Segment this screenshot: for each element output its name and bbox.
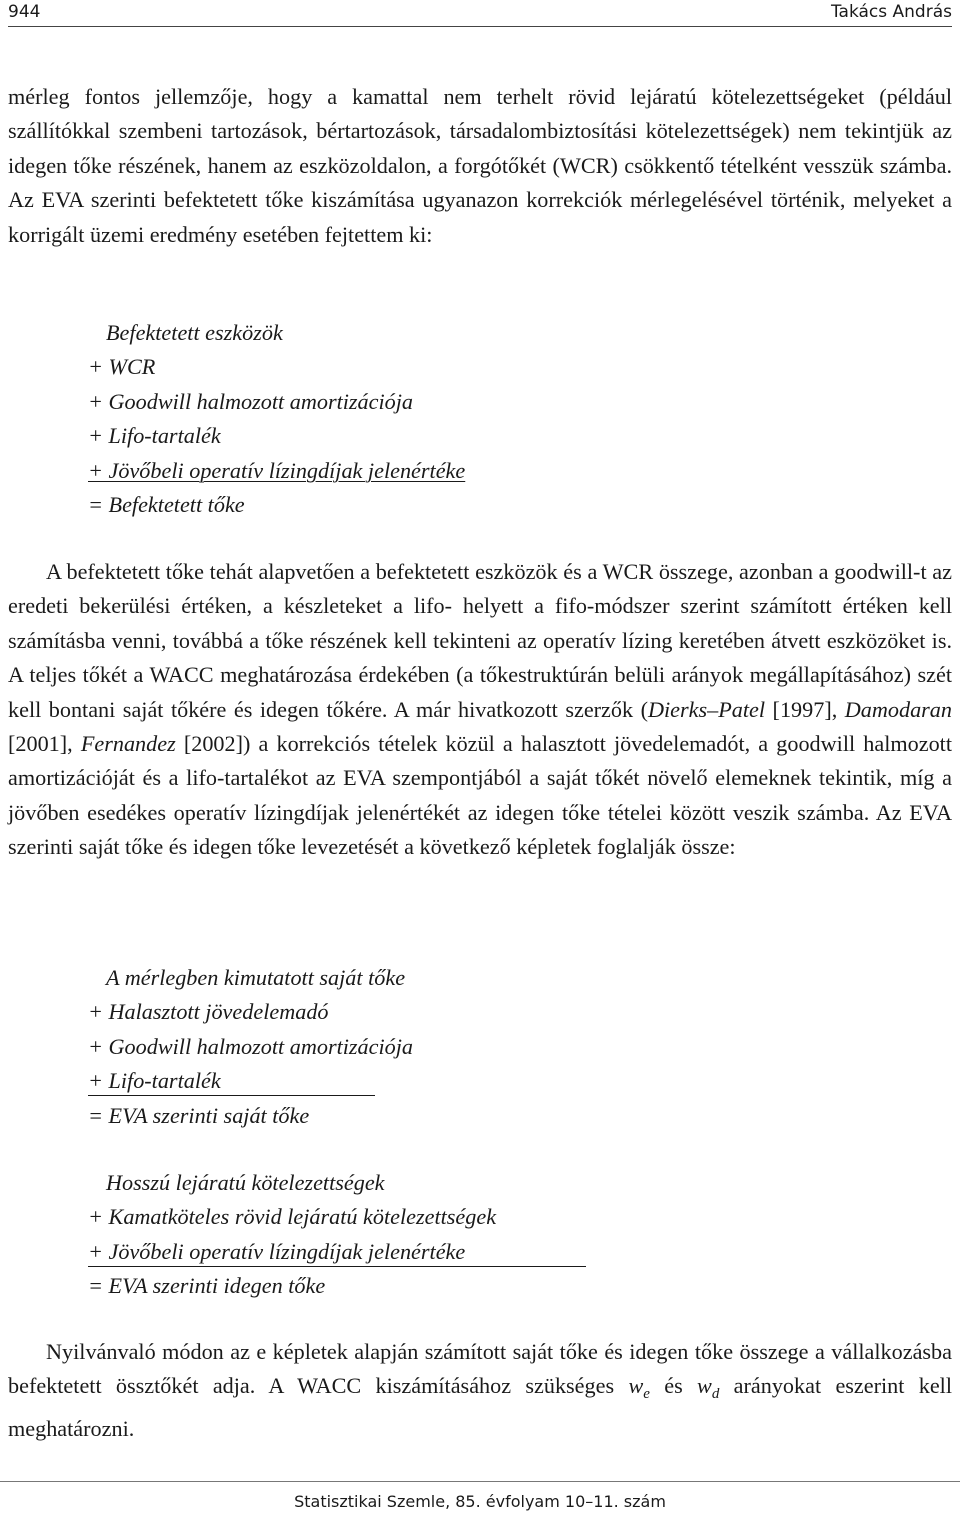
paragraph-3-text: és <box>649 1373 698 1399</box>
journal-citation: Statisztikai Szemle, 85. évfolyam 10–11. szám <box>294 1492 666 1511</box>
formula-eva-debt <box>88 1166 586 1304</box>
page-header <box>8 0 952 27</box>
paragraph-2-text: A befektetett tőke tehát alapvetően a befektetett eszközök és a WCR összege, azonban a goodwill-t az eredeti bekerülési értéken, a készleteket a lifo- helyett a fifo-módszer szerint számított értéken kell számításba venni, továbbá a tőke részének kell tekinteni az operatív lízing keretében átvett eszközöket is. A teljes tőkét a WACC meghatározása érdekében (a tőkestruktúrán belüli arányok megállapításához) szét kell bontani saját tőkére és idegen tőkére. A már hivatkozott szerzők ( <box>8 559 952 722</box>
formula-eva-equity <box>88 961 413 1133</box>
formula-result-line: = Befektetett tőke <box>88 492 245 518</box>
citation-author: Dierks–Patel <box>647 696 766 722</box>
formula-result-line: = EVA szerinti saját tőke <box>88 1102 310 1128</box>
formula-line-text: + Jövőbeli operatív lízingdíjak jelenértéke <box>88 457 466 483</box>
paragraph-3-text: Nyilvánvaló módon az e képletek alapján számított saját tőke és idegen tőke összege a vállalkozásba befektetett össztőkét adja. A WACC kiszámításához szükséges <box>8 1339 952 1399</box>
paragraph-2-text: [2001], <box>8 731 81 757</box>
formula-result-line: = EVA szerinti idegen tőke <box>88 1273 326 1299</box>
formula-line: + Lifo-tartalék <box>88 423 221 449</box>
paragraph-2-text: [2002]) a korrekciós tételek közül a halasztott jövedelemadót, a goodwill halmozott amortizációját és a lifo-tartalékot az EVA szempontjából a saját tőkét növelő elemeknek tekintik, míg a jövőben esedékes operatív lízingdíjak jelenértékét az idegen tőke tételei között veszik számba. Az EVA szerinti saját tőke és idegen tőke levezetését a következő képletek foglalják össze: <box>8 731 952 860</box>
formula-line: Hosszú lejáratú kötelezettségek <box>106 1170 385 1195</box>
formula-line: Befektetett eszközök <box>106 320 283 345</box>
formula-line: + Kamatköteles rövid lejáratú kötelezettségek <box>88 1204 497 1230</box>
symbol-w: w <box>628 1373 644 1399</box>
formula-line: A mérlegben kimutatott saját tőke <box>106 965 406 990</box>
page-number: 944 <box>8 2 41 22</box>
formula-line-text: + Jövőbeli operatív lízingdíjak jelenértéke <box>88 1238 586 1267</box>
running-author: Takács András <box>830 2 952 22</box>
paragraph-3-text: arányokat eszerint kell meghatározni. <box>8 1373 953 1441</box>
paragraph-2-text: [1997], <box>765 696 845 722</box>
formula-line: + WCR <box>88 354 156 380</box>
formula-line-text: + Lifo-tartalék <box>88 1067 375 1096</box>
formula-line-underlined <box>88 1064 413 1098</box>
paragraph-1: mérleg fontos jellemzője, hogy a kamattal nem terhelt rövid lejáratú kötelezettségeket (például szállítókkal szembeni tartozások, bértartozások, társadalombiztosítási kötelezettségek) nem tekintjük az idegen tőke részének, hanem az eszközoldalon, a forgótőkét (WCR) csökkentő tételként vesszük számba. Az EVA szerinti befektetett tőke kiszámítása ugyanazon korrekciók mérlegelésével történik, melyeket a korrigált üzemi eredmény esetében fejtettem ki: <box>8 84 952 247</box>
formula-line-underlined <box>88 1235 586 1269</box>
citation-author: Damodaran <box>844 696 952 722</box>
subscript-d: d <box>711 1386 720 1403</box>
paragraph-3 <box>8 1335 952 1446</box>
page-footer <box>0 1481 960 1524</box>
subscript-e: e <box>643 1386 650 1403</box>
formula-invested-capital <box>88 316 465 522</box>
paragraph-2 <box>8 555 952 865</box>
formula-line-underlined <box>88 454 465 488</box>
formula-line: + Goodwill halmozott amortizációja <box>88 388 414 414</box>
formula-line: + Goodwill halmozott amortizációja <box>88 1033 414 1059</box>
citation-author: Fernandez <box>80 731 176 757</box>
formula-line: + Halasztott jövedelemadó <box>88 999 329 1025</box>
symbol-w: w <box>697 1373 712 1399</box>
